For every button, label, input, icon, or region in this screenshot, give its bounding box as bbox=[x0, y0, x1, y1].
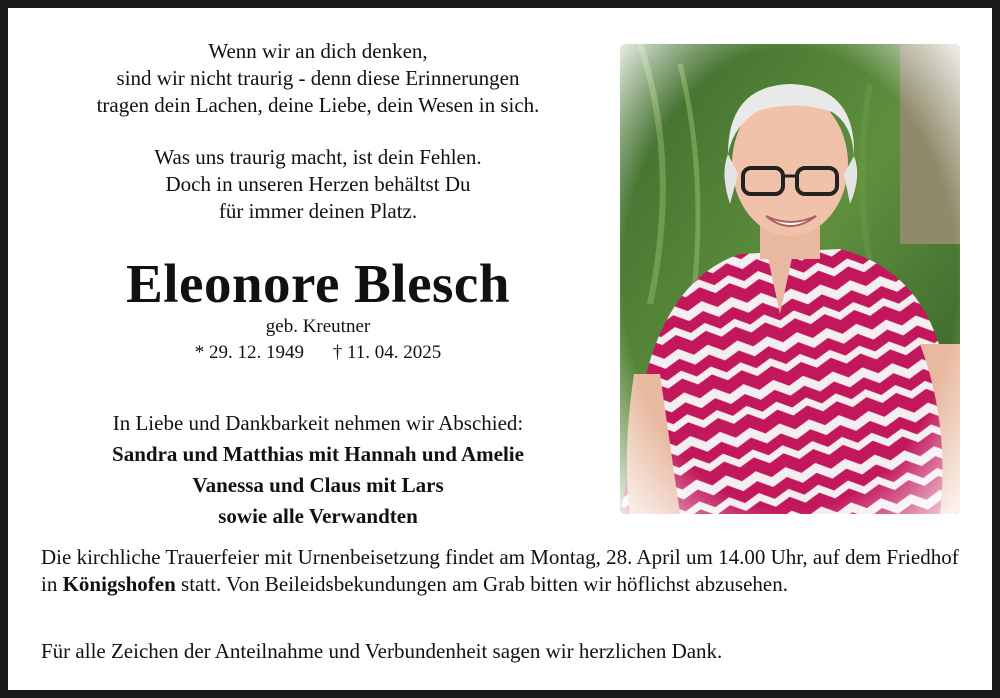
life-dates bbox=[48, 341, 588, 365]
poem-line: Was uns traurig macht, ist dein Fehlen. bbox=[154, 145, 482, 169]
thanks-note: Für alle Zeichen der Anteilnahme und Verbundenheit sagen wir herzlichen Dank. bbox=[41, 639, 723, 663]
poem-stanza-2 bbox=[48, 144, 588, 225]
poem-line: sind wir nicht traurig - denn diese Erinnerungen bbox=[116, 66, 520, 90]
deceased-name: Eleonore Blesch bbox=[126, 253, 510, 314]
farewell-block bbox=[48, 408, 588, 532]
mourner-line: sowie alle Verwandten bbox=[218, 504, 418, 528]
mourner-line: Sandra und Matthias mit Hannah und Amelie bbox=[112, 442, 524, 466]
death-date: † 11. 04. 2025 bbox=[332, 342, 442, 363]
farewell-intro: In Liebe und Dankbarkeit nehmen wir Abschied: bbox=[112, 411, 524, 435]
poem-line: Doch in unseren Herzen behältst Du bbox=[165, 172, 471, 196]
mourner-line: Vanessa und Claus mit Lars bbox=[192, 473, 444, 497]
funeral-notice bbox=[41, 544, 971, 598]
obituary-card bbox=[8, 8, 992, 690]
poem-stanza-1 bbox=[48, 38, 588, 119]
portrait-photo bbox=[620, 44, 960, 514]
notice-text: statt. Von Beileidsbekundungen am Grab bitten wir höflichst abzusehen. bbox=[175, 572, 788, 596]
birth-date: * 29. 12. 1949 bbox=[194, 342, 304, 363]
poem-line: Wenn wir an dich denken, bbox=[208, 39, 428, 63]
poem-line: für immer deinen Platz. bbox=[218, 199, 418, 223]
notice-text: Die kirchliche Trauerfeier mit Urnenbeisetzung findet am Montag, 28. April um 14.00 Uhr, auf dem Friedhof in bbox=[41, 545, 959, 596]
poem bbox=[48, 38, 588, 250]
poem-line: tragen dein Lachen, deine Liebe, dein Wesen in sich. bbox=[96, 93, 540, 117]
maiden-name: geb. Kreutner bbox=[265, 316, 371, 337]
notice-place: Königshofen bbox=[62, 572, 176, 596]
